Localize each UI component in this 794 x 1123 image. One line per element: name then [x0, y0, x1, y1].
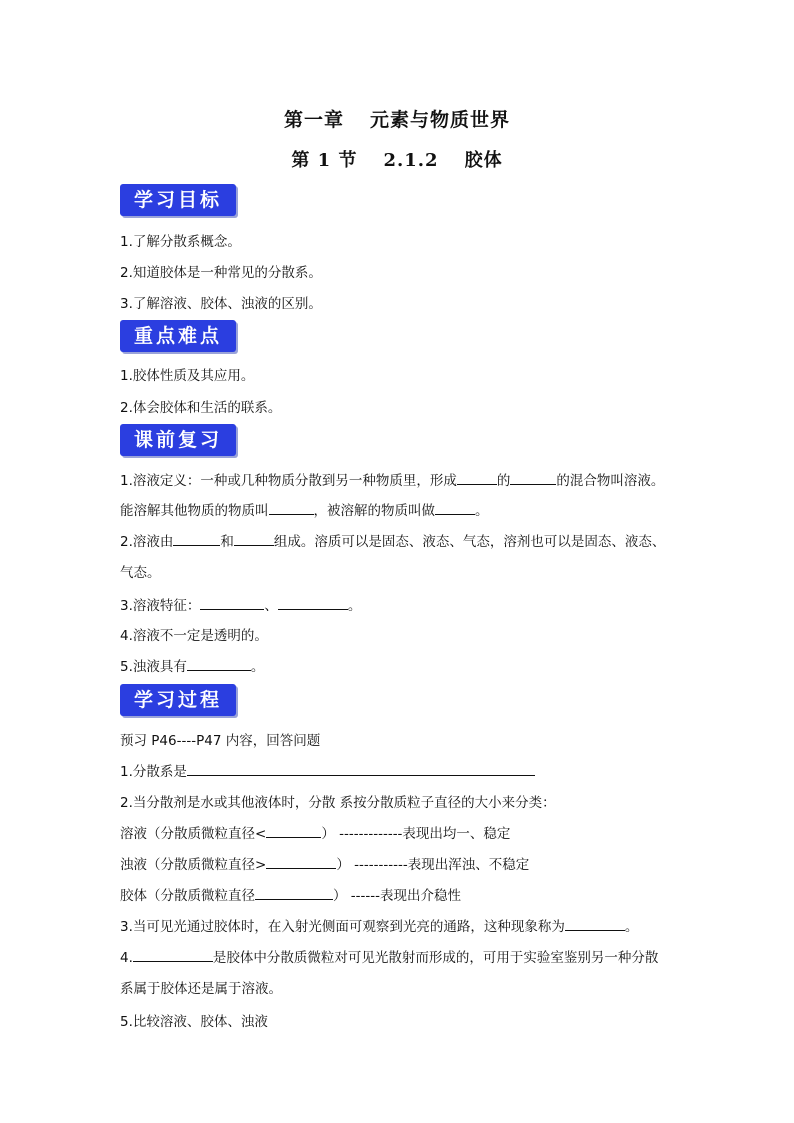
review-text: 5.浊液具有 — [120, 659, 187, 675]
process-text: 胶体（分散质微粒直径 — [120, 888, 255, 904]
process-badge: 学习过程 — [120, 684, 236, 716]
fill-blank[interactable] — [266, 824, 321, 838]
review-text: 2.溶液由 — [120, 534, 174, 550]
fill-blank[interactable] — [234, 532, 274, 546]
review-line-4: 气态。 — [120, 565, 161, 581]
section-name: 胶体 — [464, 150, 503, 171]
goal-item: 3.了解溶液、胶体、浊液的区别。 — [120, 296, 322, 312]
chapter-name: 元素与物质世界 — [370, 109, 511, 131]
process-text: ） ------表现出介稳性 — [333, 888, 462, 904]
review-text: 的混合物叫溶液。 — [556, 473, 665, 489]
fill-blank[interactable] — [255, 886, 333, 900]
review-line-6: 4.溶液不一定是透明的。 — [120, 628, 268, 644]
review-text: 能溶解其他物质的物质叫 — [120, 503, 269, 519]
review-text: 。 — [475, 503, 489, 519]
review-text: 。 — [250, 659, 265, 675]
process-intro: 预习 P46----P47 内容，回答问题 — [120, 733, 321, 749]
fill-blank[interactable] — [187, 762, 535, 776]
fill-blank[interactable] — [133, 948, 213, 962]
review-line-3 — [120, 530, 665, 550]
goal-item: 2.知道胶体是一种常见的分散系。 — [120, 265, 322, 281]
section-label: 第 1 节 — [291, 150, 358, 171]
goal-item: 1.了解分散系概念。 — [120, 234, 241, 250]
process-q4 — [120, 946, 658, 966]
chapter-label: 第一章 — [283, 109, 344, 131]
fill-blank[interactable] — [457, 471, 497, 485]
process-text: 1.分散系是 — [120, 764, 187, 780]
review-line-1 — [120, 469, 664, 489]
process-text: 3.当可见光通过胶体时，在入射光侧面可观察到光亮的通路，这种现象称为 — [120, 919, 565, 935]
section-number: 2.1.2 — [383, 150, 439, 171]
process-q5: 5.比较溶液、胶体、浊液 — [120, 1014, 268, 1030]
review-badge: 课前复习 — [120, 424, 236, 456]
review-line-2 — [120, 499, 489, 519]
process-text: 。 — [624, 919, 639, 935]
process-text: ） -----------表现出浑浊、不稳定 — [336, 857, 530, 873]
review-text: 3.溶液特征： — [120, 598, 201, 614]
fill-blank[interactable] — [173, 532, 220, 546]
process-text: 溶液（分散质微粒直径< — [120, 826, 267, 842]
review-text: 的 — [496, 473, 511, 489]
process-suspension — [120, 853, 529, 873]
fill-blank[interactable] — [278, 596, 348, 610]
key-points-badge: 重点难点 — [120, 320, 236, 352]
review-text: 1.溶液定义：一种或几种物质分散到另一种物质里，形成 — [120, 473, 457, 489]
key-point-item: 1.胶体性质及其应用。 — [120, 368, 255, 384]
review-text: 、 — [264, 598, 278, 614]
chapter-title — [0, 105, 794, 132]
process-q3 — [120, 915, 638, 935]
process-text: ） -------------表现出均一、稳定 — [321, 826, 511, 842]
process-colloid — [120, 884, 461, 904]
fill-blank[interactable] — [565, 917, 625, 931]
key-point-item: 2.体会胶体和生活的联系。 — [120, 400, 282, 416]
review-text: 和 — [220, 534, 234, 550]
review-text: 组成。溶质可以是固态、液态、气态，溶剂也可以是固态、液态、 — [273, 534, 666, 550]
process-text: 是胶体中分散质微粒对可见光散射而形成的，可用于实验室鉴别另一种分散 — [212, 950, 659, 966]
process-q2: 2.当分散剂是水或其他液体时，分散 系按分散质粒子直径的大小来分类： — [120, 795, 556, 811]
process-q1 — [120, 760, 535, 780]
fill-blank[interactable] — [510, 471, 556, 485]
fill-blank[interactable] — [266, 855, 336, 869]
fill-blank[interactable] — [269, 501, 314, 515]
process-solution — [120, 822, 510, 842]
goals-badge: 学习目标 — [120, 184, 236, 216]
review-line-7 — [120, 655, 264, 675]
review-text: 。 — [347, 598, 362, 614]
process-q4-cont: 系属于胶体还是属于溶液。 — [120, 981, 282, 997]
process-text: 浊液（分散质微粒直径> — [120, 857, 267, 873]
fill-blank[interactable] — [200, 596, 264, 610]
process-text: 4. — [120, 950, 133, 966]
section-title — [0, 146, 794, 172]
fill-blank[interactable] — [435, 501, 475, 515]
review-text: ，被溶解的物质叫做 — [313, 503, 435, 519]
review-line-5 — [120, 594, 361, 614]
fill-blank[interactable] — [187, 657, 251, 671]
